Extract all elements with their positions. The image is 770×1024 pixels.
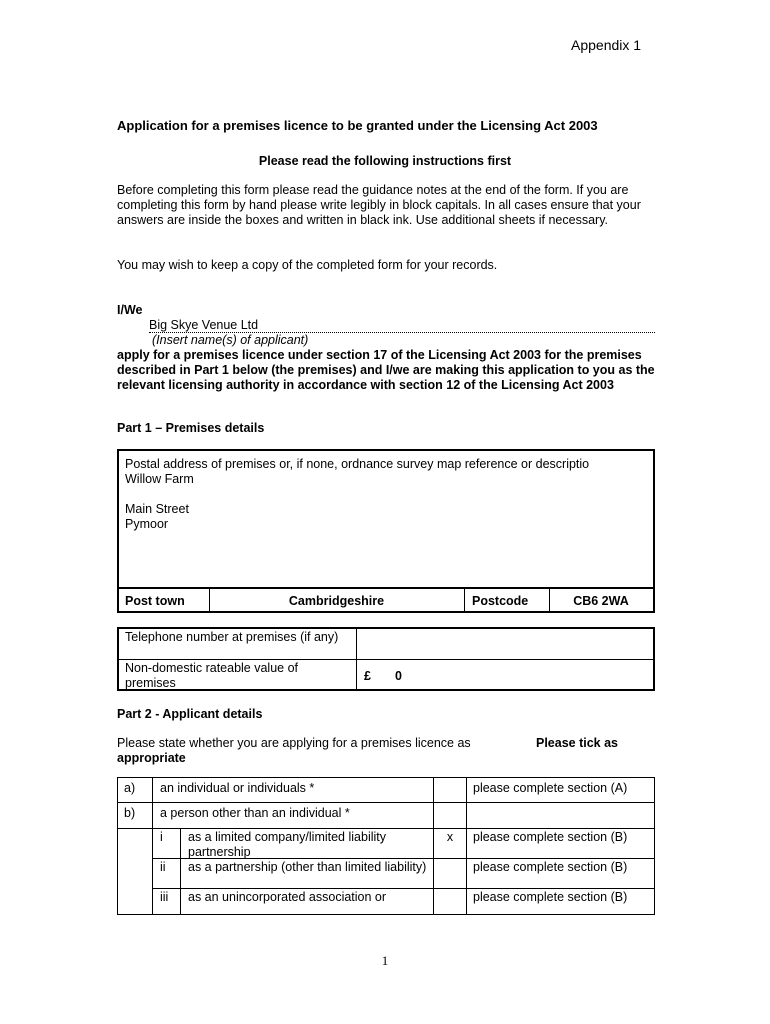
address-label: Postal address of premises or, if none, ordnance survey map reference or descriptio [125,457,590,471]
telephone-input[interactable] [362,630,647,658]
copy-note: You may wish to keep a copy of the completed form for your records. [117,258,498,272]
row-a-tick-box[interactable] [434,778,466,802]
applicant-label: I/We [117,303,143,317]
sub-ii-action: please complete section (B) [473,860,628,874]
instructions-heading: Please read the following instructions first [258,154,512,168]
postcode-label: Postcode [472,594,529,608]
row-b-code: b) [124,806,136,820]
sub-i-action: please complete section (B) [473,830,628,844]
part2-heading: Part 2 - Applicant details [117,707,263,721]
sub-ii-code: ii [160,860,166,874]
instructions-text: Before completing this form please read the guidance notes at the end of the form. If you are completing this form by hand please write legibly in block capitals. In all cases ensure that your answers are inside the boxes and written in black ink. Use additional sheets if necessary. [117,183,641,227]
premises-values-table [117,627,655,691]
form-title: Application for a premises licence to be granted under the Licensing Act 2003 [117,118,598,133]
part1-heading: Part 1 – Premises details [117,421,265,435]
applicant-type-table [117,777,655,915]
part2-question: Please state whether you are applying for a premises licence as [117,736,471,750]
sub-iii-code: iii [160,890,169,904]
telephone-label: Telephone number at premises (if any) [125,630,339,644]
address-line-3[interactable]: Main Street [125,502,189,516]
applicant-name-field[interactable] [149,318,655,333]
tick-instruction: Please tick as [536,736,619,750]
currency-symbol: £ [364,669,371,683]
rateable-label: Non-domestic rateable value of premises [125,661,299,690]
row-a-text: an individual or individuals * [160,781,315,795]
sub-ii-text: as a partnership (other than limited liability) [188,860,427,874]
post-town-label: Post town [125,594,185,608]
applicant-name: Big Skye Venue Ltd [149,318,259,332]
sub-iii-action: please complete section (B) [473,890,628,904]
applicant-declaration: apply for a premises licence under section 17 of the Licensing Act 2003 for the premises described in Part 1 below (the premises) and I/we are making this application to you as the relevant licensing authority in accordance with section 12 of the Licensing Act 2003 [117,348,655,392]
page-number: 1 [381,953,389,968]
row-a-code: a) [124,781,136,795]
sub-i-tick-box[interactable]: x [446,830,454,844]
tick-instruction-end: appropriate [117,751,186,765]
sub-iii-text: as an unincorporated association or [188,890,387,904]
sub-i-code: i [160,830,163,844]
row-b-text: a person other than an individual * [160,806,350,820]
address-line-1[interactable]: Willow Farm [125,472,194,486]
address-line-4[interactable]: Pymoor [125,517,169,531]
sub-i-text: as a limited company/limited liability partnership [188,830,386,859]
row-a-action: please complete section (A) [473,781,628,795]
rateable-value[interactable]: 0 [395,669,402,683]
applicant-hint: (Insert name(s) of applicant) [152,333,309,347]
appendix-label: Appendix 1 [571,37,642,53]
postcode-value[interactable]: CB6 2WA [573,594,629,608]
post-town-value[interactable]: Cambridgeshire [288,594,385,608]
premises-address-box [117,449,655,613]
row-b-tick-box[interactable] [434,803,466,828]
